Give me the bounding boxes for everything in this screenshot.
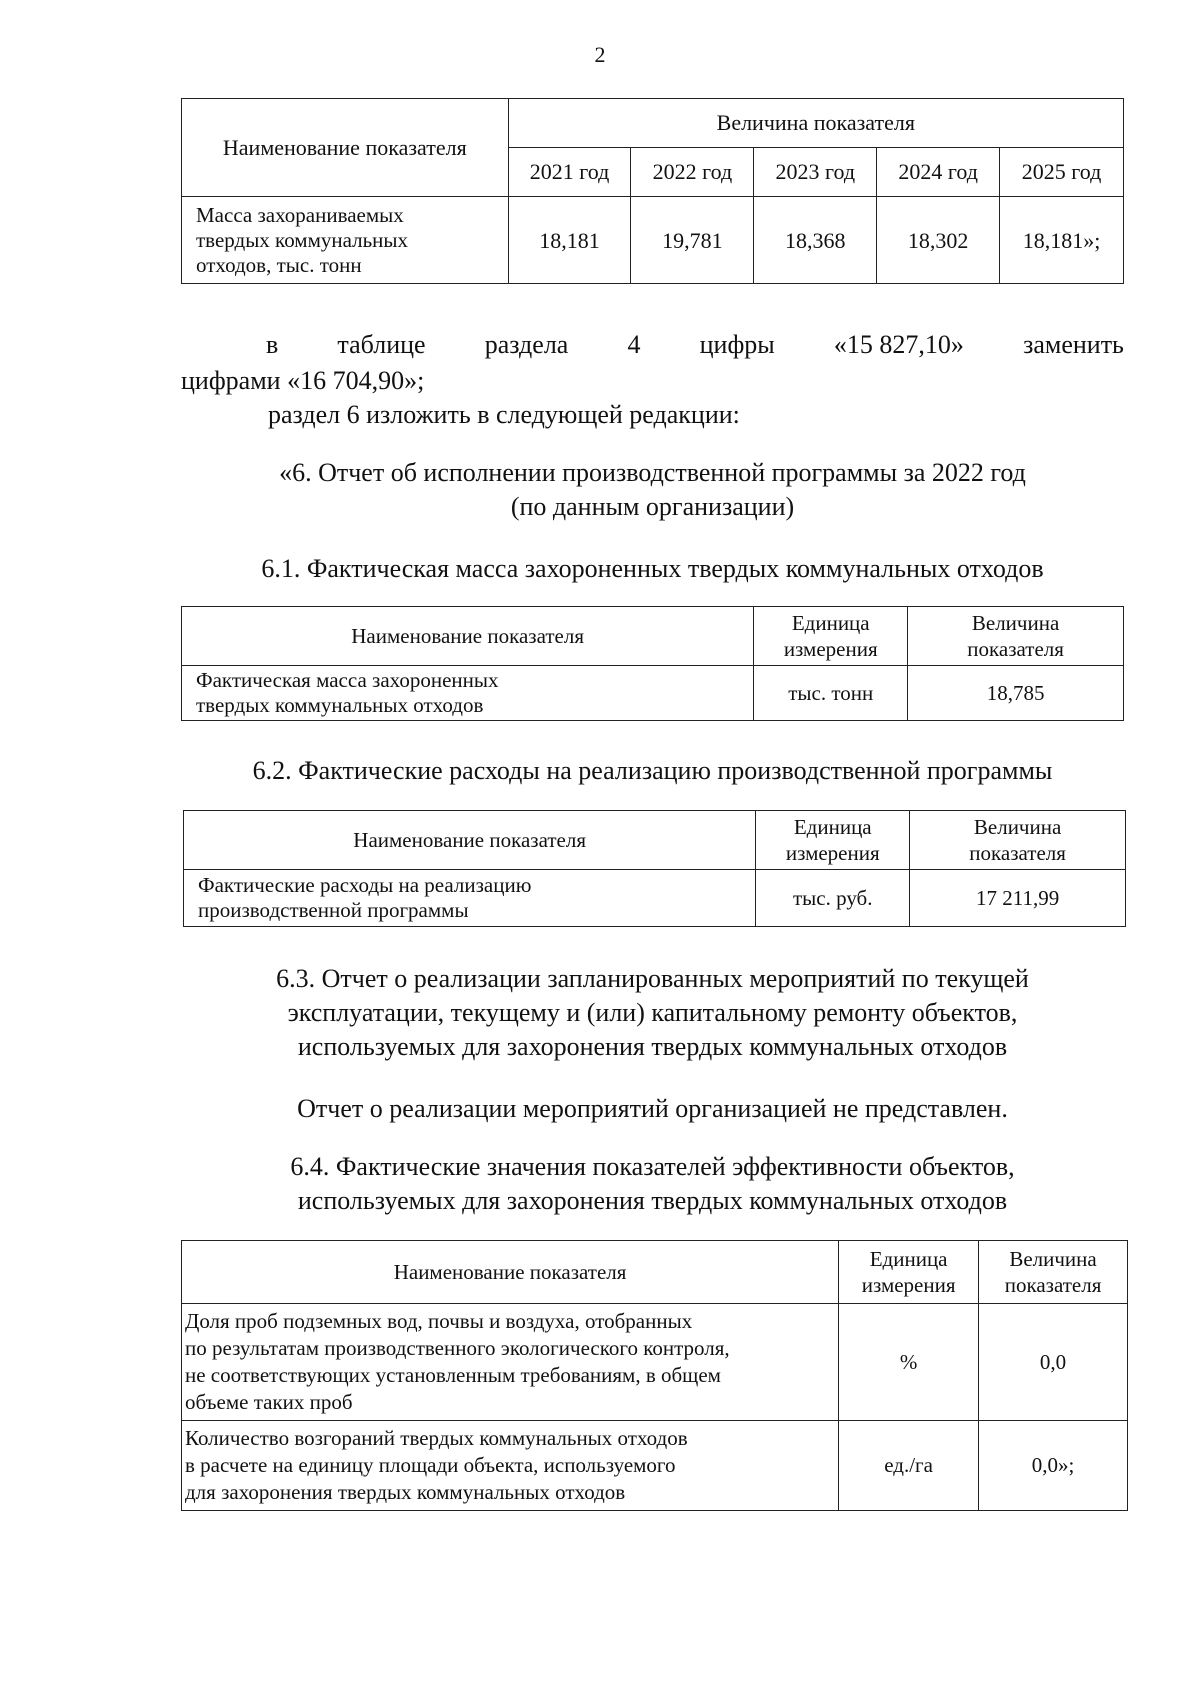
header-year: 2021 год	[508, 148, 631, 197]
header-value: Величина показателя	[910, 811, 1126, 870]
cell-value: 19,781	[631, 197, 754, 284]
header-unit: Единица измерения	[839, 1241, 979, 1304]
table-row	[182, 666, 1124, 721]
header-indicator-name: Наименование показателя	[182, 99, 509, 197]
efficiency-indicators-table	[181, 1240, 1128, 1511]
cell-value: 18,302	[877, 197, 1000, 284]
paragraph-line: цифрами «16 704,90»;	[181, 366, 425, 395]
cell-value: 0,0»;	[979, 1421, 1128, 1511]
header-year: 2025 год	[1000, 148, 1124, 197]
subsection-heading-6-3: 6.3. Отчет о реализации запланированных мероприятий по текущей эксплуатации, текущему и (или) капитальному ремонту объектов, используемых для захоронения твердых коммунальных отходов	[276, 964, 1029, 1061]
header-year: 2022 год	[631, 148, 754, 197]
indicator-values-table	[181, 98, 1124, 284]
header-indicator-name: Наименование показателя	[184, 811, 756, 870]
subsection-heading-6-4: 6.4. Фактические значения показателей эффективности объектов, используемых для захоронения твердых коммунальных отходов	[290, 1152, 1015, 1215]
cell-unit: тыс. руб.	[756, 870, 910, 927]
header-value: Величина показателя	[979, 1241, 1128, 1304]
row-name: Количество возгораний твердых коммунальных отходов в расчете на единицу площади объекта, используемого для захоронения твердых коммунальных отходов	[182, 1421, 839, 1511]
header-year: 2024 год	[877, 148, 1000, 197]
header-indicator-name: Наименование показателя	[182, 607, 754, 666]
table-row	[182, 1304, 1128, 1421]
page-number: 2	[594, 42, 606, 67]
table-row	[184, 870, 1126, 927]
cell-unit: тыс. тонн	[754, 666, 908, 721]
report-note: Отчет о реализации мероприятий организацией не представлен.	[297, 1094, 1008, 1123]
cell-value: 18,181»;	[1000, 197, 1124, 284]
cell-unit: ед./га	[839, 1421, 979, 1511]
paragraph-line: в таблице раздела 4 цифры «15 827,10» заменить	[266, 330, 1124, 359]
subsection-heading-6-1: 6.1. Фактическая масса захороненных твердых коммунальных отходов	[261, 554, 1044, 583]
header-year: 2023 год	[754, 148, 877, 197]
cell-unit: %	[839, 1304, 979, 1421]
row-name: Доля проб подземных вод, почвы и воздуха, отобранных по результатам производственного экологического контроля, не соответствующих установленным требованиям, в общем объеме таких проб	[182, 1304, 839, 1421]
row-name: Фактическая масса захороненных твердых коммунальных отходов	[182, 666, 754, 721]
row-name: Фактические расходы на реализацию производственной программы	[184, 870, 756, 927]
header-unit: Единица измерения	[754, 607, 908, 666]
actual-expenses-table	[183, 810, 1126, 927]
paragraph-line: раздел 6 изложить в следующей редакции:	[268, 400, 740, 429]
cell-value: 18,785	[908, 666, 1124, 721]
row-name: Масса захораниваемых твердых коммунальных отходов, тыс. тонн	[182, 197, 509, 284]
cell-value: 17 211,99	[910, 870, 1126, 927]
table-row	[182, 197, 1124, 284]
cell-value: 0,0	[979, 1304, 1128, 1421]
header-indicator-value: Величина показателя	[508, 99, 1123, 148]
actual-mass-table	[181, 606, 1124, 721]
header-unit: Единица измерения	[756, 811, 910, 870]
header-indicator-name: Наименование показателя	[182, 1241, 839, 1304]
subsection-heading-6-2: 6.2. Фактические расходы на реализацию производственной программы	[252, 756, 1053, 785]
cell-value: 18,368	[754, 197, 877, 284]
table-row	[182, 1421, 1128, 1511]
section-title: «6. Отчет об исполнении производственной программы за 2022 год (по данным организации)	[279, 458, 1026, 521]
header-value: Величина показателя	[908, 607, 1124, 666]
cell-value: 18,181	[508, 197, 631, 284]
